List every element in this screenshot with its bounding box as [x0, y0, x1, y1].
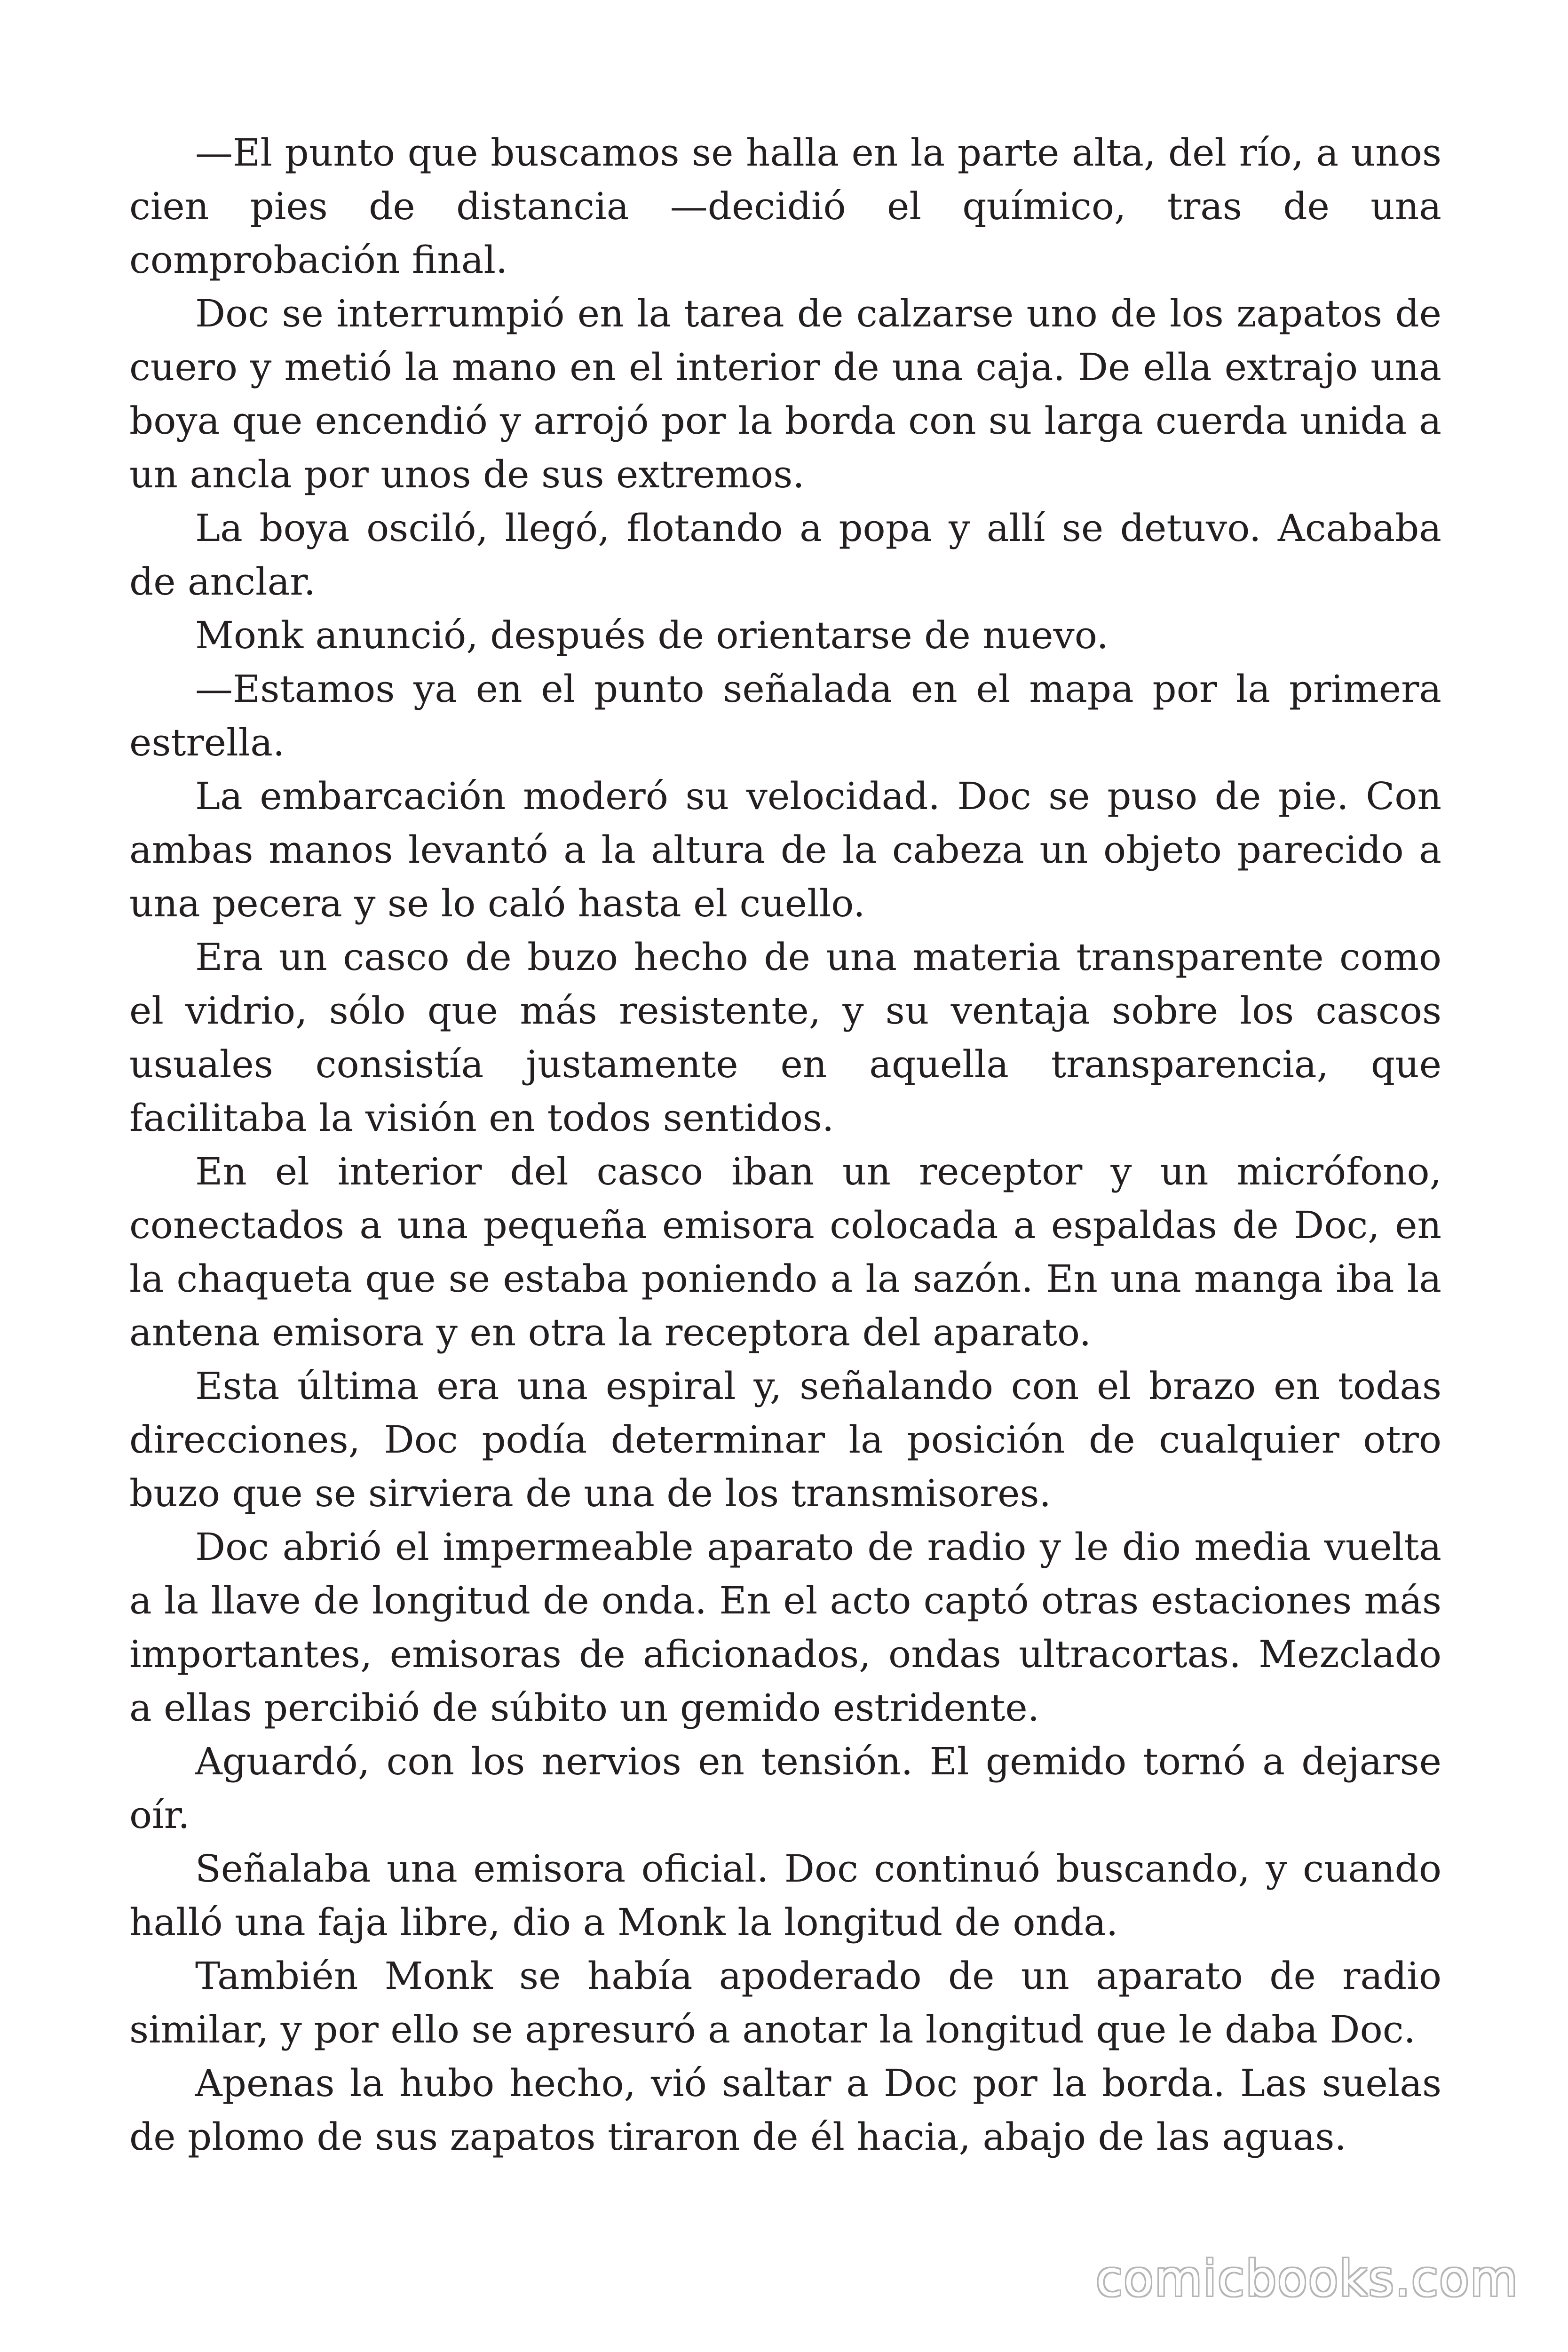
- paragraph: La embarcación moderó su velocidad. Doc se puso de pie. Con ambas manos levantó a la altura de la cabeza un objeto parecido a una pecera y se lo caló hasta el cuello.: [129, 774, 1441, 925]
- paragraph: —Estamos ya en el punto señalada en el mapa por la primera estrella.: [129, 667, 1441, 764]
- paragraph: Era un casco de buzo hecho de una materia transparente como el vidrio, sólo que más resistente, y su ventaja sobre los cascos usuales consistía justamente en aquella transparencia, que facilitaba la visión en todos sentidos.: [129, 935, 1441, 1140]
- paragraph: La boya osciló, llegó, flotando a popa y allí se detuvo. Acababa de anclar.: [129, 506, 1441, 604]
- paragraph: Doc se interrumpió en la tarea de calzarse uno de los zapatos de cuero y metió la mano en el interior de una caja. De ella extrajo una boya que encendió y arrojó por la borda con su larga cuerda unida a un ancla por unos de sus extremos.: [129, 292, 1441, 496]
- paragraph: Esta última era una espiral y, señalando con el brazo en todas direcciones, Doc podía determinar la posición de cualquier otro buzo que se sirviera de una de los transmisores.: [129, 1364, 1441, 1515]
- paragraph: —El punto que buscamos se halla en la parte alta, del río, a unos cien pies de distancia —decidió el químico, tras de una comprobación final.: [129, 131, 1441, 282]
- paragraph: Señalaba una emisora oficial. Doc continuó buscando, y cuando halló una faja libre, dio a Monk la longitud de onda.: [129, 1847, 1441, 1944]
- paragraph: Aguardó, con los nervios en tensión. El gemido tornó a dejarse oír.: [129, 1740, 1441, 1837]
- watermark-logo: comicbooks.com: [1095, 2250, 1519, 2307]
- paragraph: Doc abrió el impermeable aparato de radio y le dio media vuelta a la llave de longitud de onda. En el acto captó otras estaciones más importantes, emisoras de aficionados, ondas ultracortas. Mezclado a ellas percibió de súbito un gemido estridente.: [129, 1525, 1441, 1730]
- paragraph: También Monk se había apoderado de un aparato de radio similar, y por ello se apresuró a anotar la longitud que le daba Doc.: [129, 1954, 1441, 2051]
- paragraph: Apenas la hubo hecho, vió saltar a Doc por la borda. Las suelas de plomo de sus zapatos tiraron de él hacia, abajo de las aguas.: [129, 2061, 1441, 2159]
- paragraph: Monk anunció, después de orientarse de nuevo.: [195, 613, 1109, 657]
- page-body: [129, 126, 1441, 2164]
- paragraph: En el interior del casco iban un receptor y un micrófono, conectados a una pequeña emisora colocada a espaldas de Doc, en la chaqueta que se estaba poniendo a la sazón. En una manga iba la antena emisora y en otra la receptora del aparato.: [129, 1150, 1441, 1354]
